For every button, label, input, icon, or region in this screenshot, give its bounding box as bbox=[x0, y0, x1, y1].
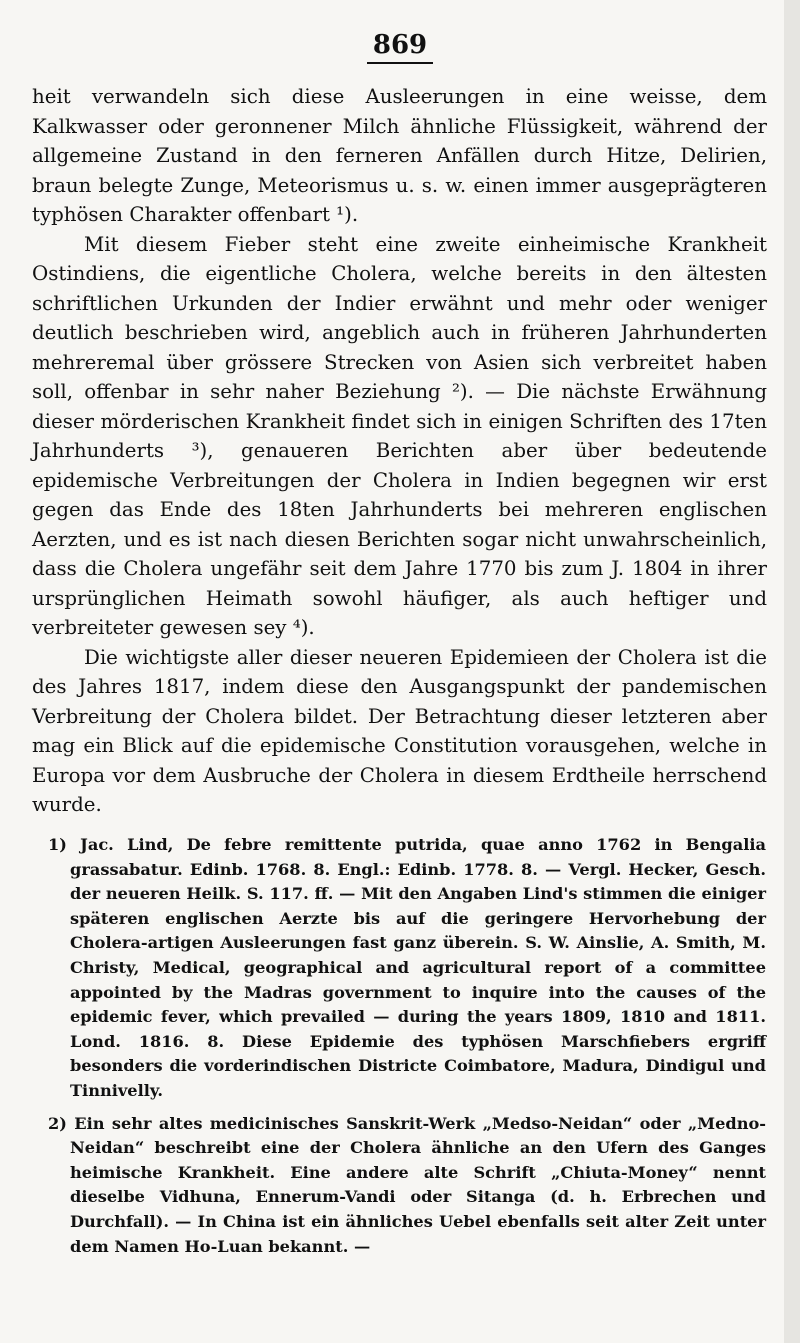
main-text bbox=[32, 82, 767, 820]
page-number: 869 bbox=[0, 30, 800, 64]
footnote-1: 1) Jac. Lind, De febre remittente putrida, quae anno 1762 in Bengalia grassabatur. Edinb. 1768. 8. Engl.: Edinb. 1778. 8. — Vergl. Hecker, Gesch. der neueren Heilk. S. 117. ff. — Mit den Angaben Lind's stimmen die einiger späteren englischen Aerzte bis auf die geringere Hervorhebung der Cholera-artigen Ausleerungen fast ganz überein. S. W. Ainslie, A. Smith, M. Christy, Medical, geographical and agricultural report of a committee appointed by the Madras government to inquire into the causes of the epidemic fever, which prevailed — during the years 1809, 1810 and 1811. Lond. 1816. 8. Diese Epidemie des typhösen Marschfiebers ergriff besonders die vorderindischen Districte Coimbatore, Madura, Dindigul und Tinnivelly. bbox=[48, 835, 766, 1100]
paragraph-1: heit verwandeln sich diese Ausleerungen in eine weisse, dem Kalkwasser oder geronnener Milch ähnliche Flüssigkeit, während der allgemeine Zustand in den ferneren Anfällen durch Hitze, Delirien, braun belegte Zunge, Meteorismus u. s. w. einen immer ausgeprägteren typhösen Charakter offenbart ¹). bbox=[32, 85, 767, 226]
footnotes bbox=[38, 833, 766, 1267]
paragraph-2: Mit diesem Fieber steht eine zweite einheimische Krankheit Ostindiens, die eigentliche Cholera, welche bereits in den ältesten schriftlichen Urkunden der Indier erwähnt und mehr oder weniger deutlich beschrieben wird, angeblich auch in früheren Jahrhunderten mehreremal über grössere Strecken von Asien sich verbreitet haben soll, offenbar in sehr naher Beziehung ²). — Die nächste Erwähnung dieser mörderischen Krankheit findet sich in einigen Schriften des 17ten Jahrhunderts ³), genaueren Berichten aber über bedeutende epidemische Verbreitungen der Cholera in Indien begegnen wir erst gegen das Ende des 18ten Jahrhunderts bei mehreren englischen Aerzten, und es ist nach diesen Berichten sogar nicht unwahrscheinlich, dass die Cholera ungefähr seit dem Jahre 1770 bis zum J. 1804 in ihrer ursprünglichen Heimath sowohl häufiger, als auch heftiger und verbreiteter gewesen sey ⁴). bbox=[32, 232, 767, 639]
paragraph-3: Die wichtigste aller dieser neueren Epidemieen der Cholera ist die des Jahres 1817, indem diese den Ausgangspunkt der pandemischen Verbreitung der Cholera bildet. Der Betrachtung dieser letzteren aber mag ein Blick auf die epidemische Constitution vorausgehen, welche in Europa vor dem Ausbruche der Cholera in diesem Erdtheile herrschend wurde. bbox=[32, 645, 767, 816]
footnote-2: 2) Ein sehr altes medicinisches Sanskrit-Werk „Medso-Neidan“ oder „Medno-Neidan“ beschreibt eine der Cholera ähnliche an den Ufern des Ganges heimische Krankheit. Eine andere alte Schrift „Chiuta-Money“ nennt dieselbe Vidhuna, Ennerum-Vandi oder Sitanga (d. h. Erbrechen und Durchfall). — In China ist ein ähnliches Uebel ebenfalls seit alter Zeit unter dem Namen Ho-Luan bekannt. — bbox=[48, 1113, 766, 1256]
page-edge bbox=[784, 0, 800, 1343]
